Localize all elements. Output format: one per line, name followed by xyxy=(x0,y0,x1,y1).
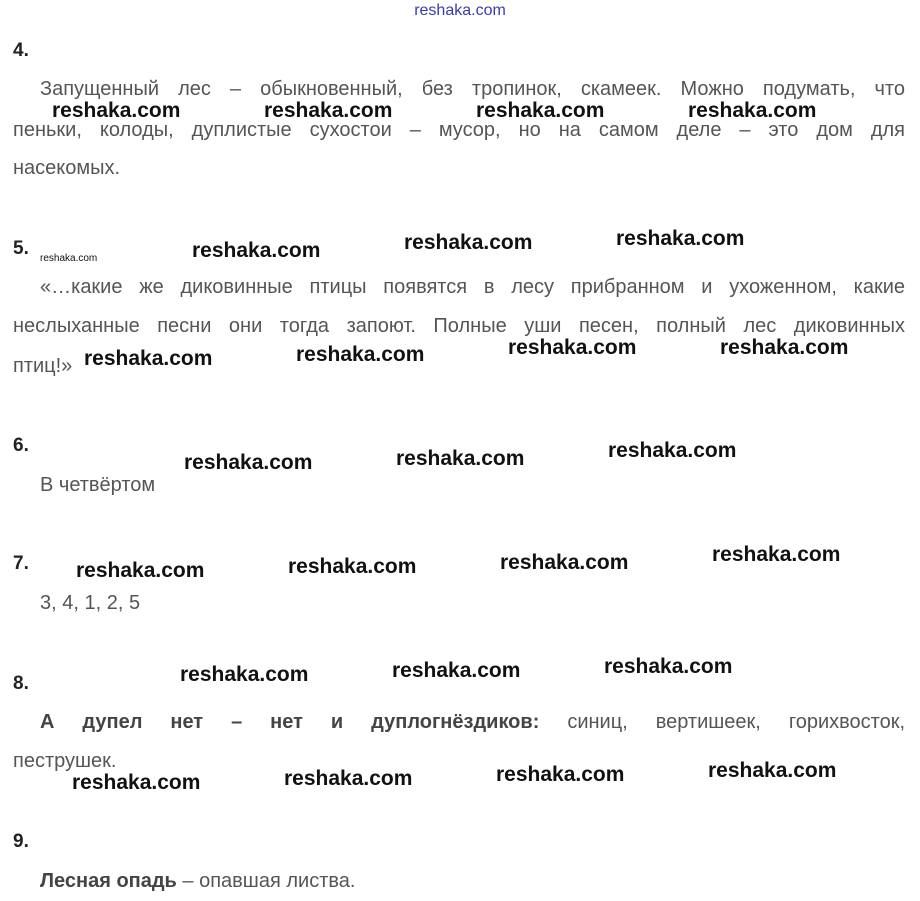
question-number-4: 4. xyxy=(13,40,29,61)
question-number-6: 6. xyxy=(13,435,29,456)
watermark: reshaka.com xyxy=(404,231,533,254)
q4-line-3: насекомых. xyxy=(13,157,121,179)
watermark: reshaka.com xyxy=(396,447,525,470)
q8-line-1 xyxy=(40,712,905,732)
watermark: reshaka.com xyxy=(500,551,629,574)
q4-line-1: Запущенный лес – обыкновенный, без тропинок, скамеек. Можно подумать, что xyxy=(40,78,905,100)
watermark: reshaka.com xyxy=(296,343,425,366)
watermark: reshaka.com xyxy=(608,439,737,462)
q8-bold-phrase: А дупел нет – нет и дуплогнёздиков: xyxy=(40,711,540,733)
question-number-8: 8. xyxy=(13,673,29,694)
site-header[interactable]: reshaka.com xyxy=(414,2,506,19)
watermark: reshaka.com xyxy=(184,451,313,474)
watermark: reshaka.com xyxy=(84,347,213,370)
watermark: reshaka.com xyxy=(688,99,817,122)
q5-line-1: «…какие же диковинные птицы появятся в лесу прибранном и ухоженном, какие xyxy=(40,276,905,298)
q4-line-2: пеньки, колоды, дуплистые сухостои – мусор, но на самом деле – это дом для xyxy=(13,119,905,141)
q6-answer: В четвёртом xyxy=(40,474,156,496)
question-number-7: 7. xyxy=(13,553,29,574)
watermark: reshaka.com xyxy=(284,767,413,790)
q9-rest: – опавшая листва. xyxy=(182,870,356,892)
watermark: reshaka.com xyxy=(288,555,417,578)
q9-bold-term: Лесная опадь xyxy=(40,870,177,892)
watermark: reshaka.com xyxy=(192,239,321,262)
question-number-5: 5. xyxy=(13,238,29,259)
watermark: reshaka.com xyxy=(392,659,521,682)
q5-line-2: неслыханные песни они тогда запоют. Полные уши песен, полный лес диковинных xyxy=(13,315,905,337)
q5-line-3: птиц!» xyxy=(13,355,73,377)
watermark: reshaka.com xyxy=(708,759,837,782)
watermark: reshaka.com xyxy=(496,763,625,786)
watermark: reshaka.com xyxy=(508,336,637,359)
watermark: reshaka.com xyxy=(476,99,605,122)
watermark: reshaka.com xyxy=(264,99,393,122)
watermark: reshaka.com xyxy=(616,227,745,250)
q7-answer: 3, 4, 1, 2, 5 xyxy=(40,592,141,614)
watermark: reshaka.com xyxy=(604,655,733,678)
watermark: reshaka.com xyxy=(72,771,201,794)
q8-line-2: пеструшек. xyxy=(13,750,117,772)
question-number-9: 9. xyxy=(13,831,29,852)
q9-line xyxy=(40,871,355,891)
watermark-small: reshaka.com xyxy=(40,253,98,264)
watermark: reshaka.com xyxy=(180,663,309,686)
q8-rest: синиц, вертишеек, горихвосток, xyxy=(567,711,905,733)
watermark: reshaka.com xyxy=(76,559,205,582)
watermark: reshaka.com xyxy=(720,336,849,359)
watermark: reshaka.com xyxy=(712,543,841,566)
watermark: reshaka.com xyxy=(52,99,181,122)
